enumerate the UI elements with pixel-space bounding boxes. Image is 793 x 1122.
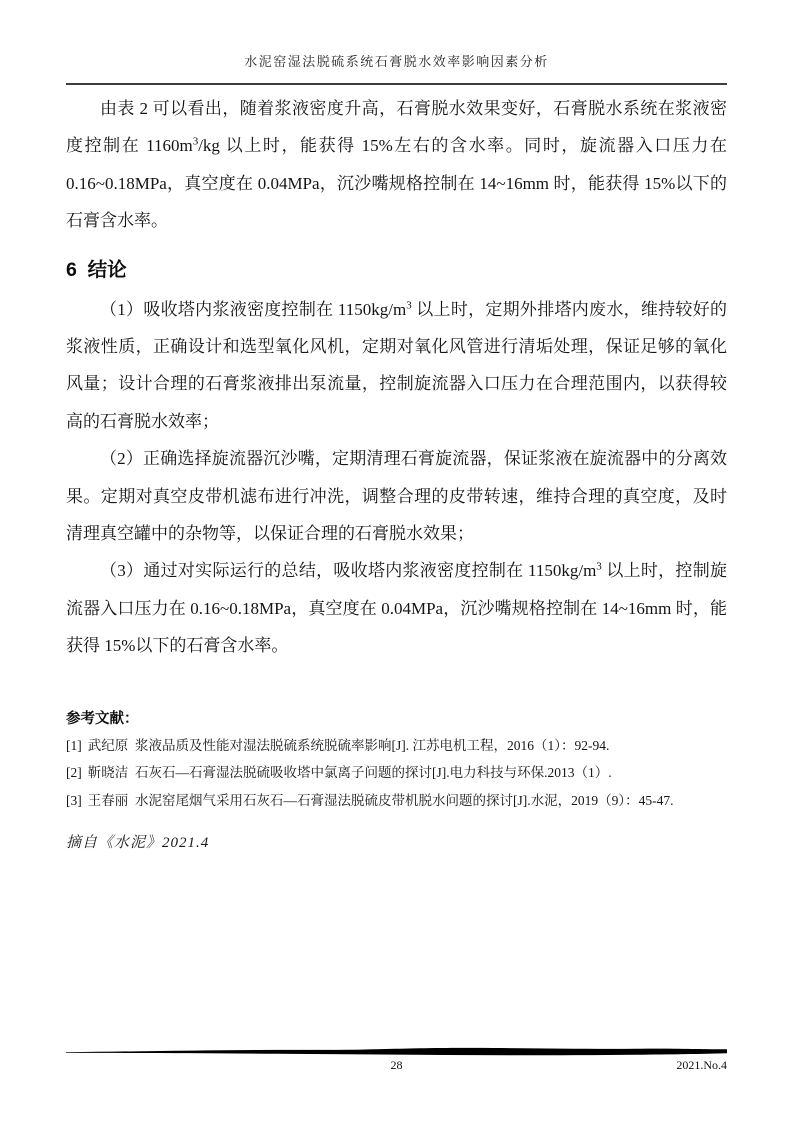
reference-text: 靳晓洁 石灰石—石膏湿法脱硫吸收塔中氯离子问题的探讨[J].电力科技与环保.2013（1）. <box>87 765 612 781</box>
reference-item <box>66 759 727 787</box>
conclusion-paragraph-1 <box>66 291 727 441</box>
header-rule <box>66 83 727 85</box>
paragraph-segment: 由表 2 可以看出，随着浆液密度升高，石膏脱水效果变好，石膏脱水系统在浆液密度控制在 1160m <box>66 99 727 156</box>
paragraph-segment: （3）通过对实际运行的总结，吸收塔内浆液密度控制在 1150kg/m <box>100 561 597 581</box>
references-heading: 参考文献： <box>66 710 139 727</box>
body-text <box>66 90 727 665</box>
superscript: 3 <box>596 560 602 573</box>
reference-marker: [2] <box>66 765 82 781</box>
paragraph-segment: /kg 以上时，能获得 15%左右的含水率。同时，旋流器入口压力在 0.16~0.18MPa，真空度在 0.04MPa，沉沙嘴规格控制在 14~16mm 时，能获得 15%以下的石膏含水率。 <box>66 136 727 231</box>
reference-item <box>66 787 727 815</box>
reference-text: 武纪原 浆液品质及性能对湿法脱硫系统脱硫率影响[J]. 江苏电机工程，2016（1）：92-94. <box>87 737 610 753</box>
paragraph-table2-discussion <box>66 90 727 240</box>
reference-marker: [1] <box>66 737 82 753</box>
footer-decorative-line <box>66 1047 727 1056</box>
superscript: 3 <box>406 298 412 311</box>
conclusion-paragraph-2 <box>66 440 727 552</box>
reference-marker: [3] <box>66 792 82 808</box>
paragraph-segment: （2）正确选择旋流器沉沙嘴，定期清理石膏旋流器，保证浆液在旋流器中的分离效果。定期对真空皮带机滤布进行冲洗，调整合理的皮带转速，维持合理的真空度，及时清理真空罐中的杂物等，以保证合理的石膏脱水效果； <box>66 449 727 544</box>
reference-text: 王春丽 水泥窑尾烟气采用石灰石—石膏湿法脱硫皮带机脱水问题的探讨[J].水泥，2019（9）：45-47. <box>87 792 674 808</box>
paragraph-segment: （1）吸收塔内浆液密度控制在 1150kg/m <box>100 299 407 319</box>
superscript: 3 <box>192 135 199 148</box>
footer-text-row <box>66 1058 727 1076</box>
conclusion-paragraph-3 <box>66 552 727 664</box>
paragraph-segment: 以上时，定期外排塔内废水，维持较好的浆液性质，正确设计和选型氧化风机，定期对氧化风管进行清垢处理，保证足够的氧化风量；设计合理的石膏浆液排出泵流量，控制旋流器入口压力在合理范围内，以获得较高的石膏脱水效率； <box>66 299 727 431</box>
issue-label: 2021.No.4 <box>676 1058 727 1072</box>
section-heading-conclusion: 6 结论 <box>66 258 127 281</box>
page-footer <box>66 1047 727 1122</box>
page-number: 28 <box>390 1058 403 1072</box>
reference-item <box>66 732 727 760</box>
references-section <box>66 707 727 815</box>
paragraph-segment: 以上时，控制旋流器入口压力在 0.16~0.18MPa，真空度在 0.04MPa，沉沙嘴规格控制在 14~16mm 时，能获得 15%以下的石膏含水率。 <box>66 561 727 656</box>
running-header-title: 水泥窑湿法脱硫系统石膏脱水效率影响因素分析 <box>244 54 549 69</box>
source-note: 摘自《水泥》2021.4 <box>66 835 210 852</box>
